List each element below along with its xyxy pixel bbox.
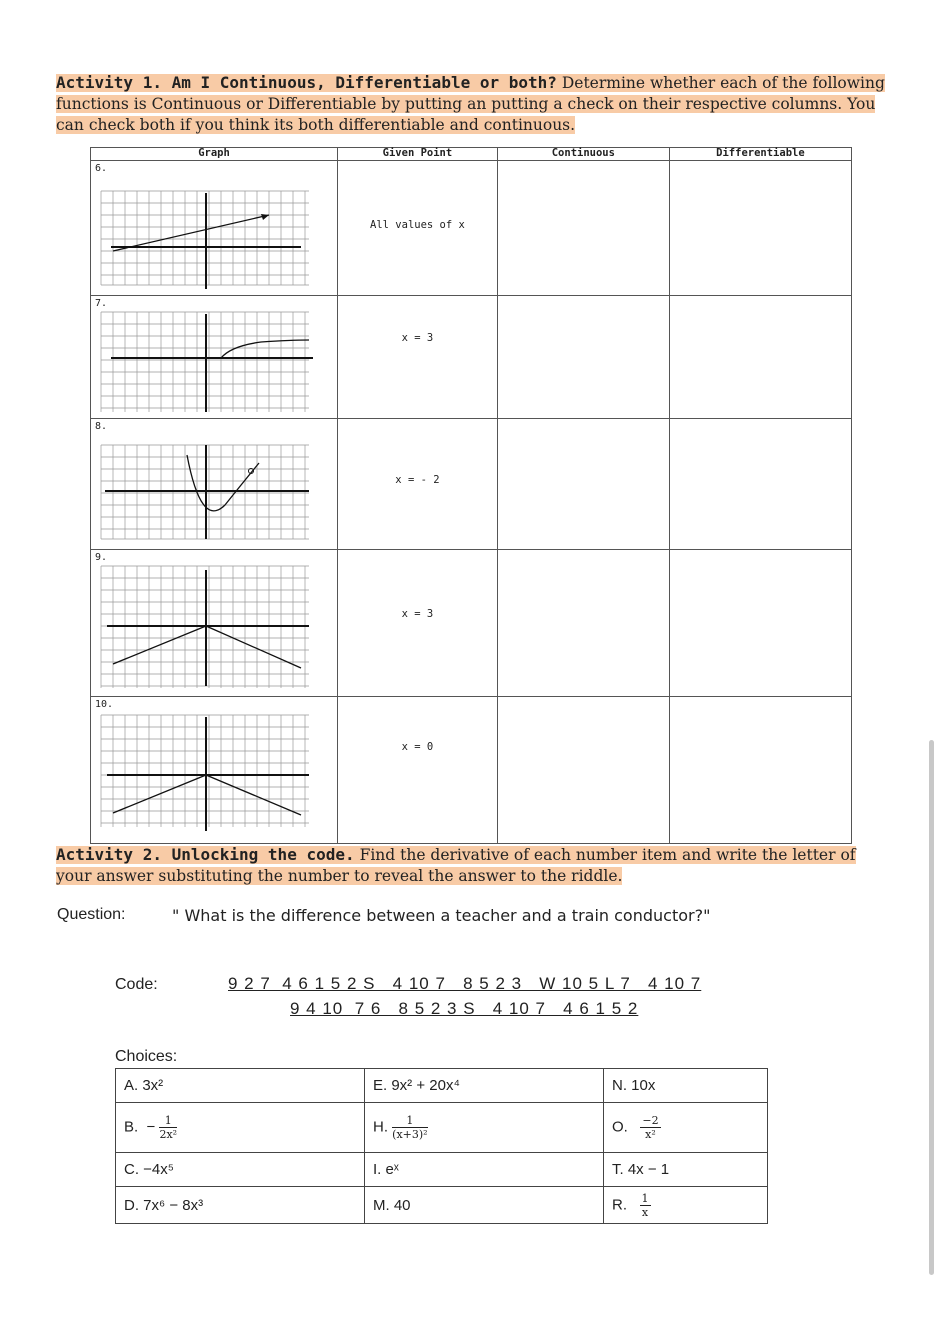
choice-a: A. 3x² [116, 1069, 365, 1103]
choice-r-den: x [641, 1205, 649, 1219]
given-point-cell [338, 697, 498, 844]
header-differentiable: Differentiable [669, 148, 851, 161]
given-point: x = 3 [401, 608, 434, 620]
question-label: Question: [57, 906, 126, 923]
continuous-cell[interactable] [497, 419, 669, 550]
given-point: x = - 2 [395, 474, 440, 486]
choice-r-letter: R. [612, 1195, 627, 1213]
graph-cell [91, 697, 338, 844]
choice-h-letter: H. [373, 1118, 388, 1136]
choice-o [604, 1103, 768, 1153]
graph-cell [91, 296, 338, 419]
given-point-cell [338, 296, 498, 419]
choice-r-num: 1 [641, 1191, 649, 1205]
given-point-cell [338, 419, 498, 550]
code-label: Code: [115, 976, 158, 993]
differentiable-cell[interactable] [669, 697, 851, 844]
choice-t: T. 4x − 1 [604, 1153, 768, 1187]
choice-e: E. 9x² + 20x⁴ [365, 1069, 604, 1103]
choice-b-letter: B. [124, 1118, 139, 1136]
given-point: All values of x [370, 219, 465, 231]
choice-h [365, 1103, 604, 1153]
activity2 [56, 844, 894, 887]
graph-cell [91, 419, 338, 550]
graph-8 [91, 419, 337, 545]
choice-r [604, 1187, 768, 1224]
continuous-cell[interactable] [497, 296, 669, 419]
graph-9 [91, 550, 337, 692]
code-line-1: 9 2 7 4 6 1 5 2 S 4 10 7 8 5 2 3 W 10 5 L 7 4 10 7 [228, 974, 702, 993]
table-row [91, 550, 852, 697]
activity1-table [90, 147, 852, 844]
activity1-title: Activity 1. Am I Continuous, Differentiable or both? [56, 73, 557, 92]
choice-o-letter: O. [612, 1118, 628, 1136]
given-point: x = 0 [401, 741, 434, 753]
differentiable-cell[interactable] [669, 296, 851, 419]
graph-cell [91, 161, 338, 296]
activity2-title: Activity 2. Unlocking the code. [56, 845, 355, 864]
row-number: 10. [95, 699, 114, 710]
code-line-2: 9 4 10 7 6 8 5 2 3 S 4 10 7 4 6 1 5 2 [290, 999, 639, 1018]
row-number: 9. [95, 552, 108, 563]
activity1 [56, 72, 892, 136]
differentiable-cell[interactable] [669, 419, 851, 550]
scrollbar[interactable] [929, 740, 934, 1275]
row-number: 8. [95, 421, 108, 432]
choice-h-den: (x+3)² [392, 1128, 428, 1141]
continuous-cell[interactable] [497, 697, 669, 844]
choices-table [115, 1068, 768, 1224]
given-point: x = 3 [401, 332, 434, 344]
given-point-cell [338, 161, 498, 296]
given-point-cell [338, 550, 498, 697]
choice-h-num: 1 [392, 1114, 427, 1128]
choice-d: D. 7x⁶ − 8x³ [116, 1187, 365, 1224]
row-number: 6. [95, 163, 108, 174]
graph-7 [91, 296, 337, 414]
choice-b-den: 2x² [159, 1128, 178, 1141]
graph-6 [91, 161, 337, 291]
table-row [91, 161, 852, 296]
table-row [91, 296, 852, 419]
question-text: " What is the difference between a teacher and a train conductor?" [172, 906, 711, 925]
differentiable-cell[interactable] [669, 550, 851, 697]
choice-i: I. eˣ [365, 1153, 604, 1187]
choices-label: Choices: [115, 1048, 178, 1065]
differentiable-cell[interactable] [669, 161, 851, 296]
choice-m: M. 40 [365, 1187, 604, 1224]
table-row [91, 419, 852, 550]
header-continuous: Continuous [497, 148, 669, 161]
header-given-point: Given Point [338, 148, 498, 161]
choice-o-num: −2 [642, 1114, 659, 1127]
activity1-instructions: Determine whether each of the following functions is Continuous or Differentiable by putting an putting a check on their respective columns. You can check both if you think its both differentiable and continuous. [56, 74, 885, 134]
activity2-instructions: Find the derivative of each number item and write the letter of your answer substituting the number to reveal the answer to the riddle. [56, 846, 856, 885]
choice-b-num: 1 [159, 1114, 177, 1128]
continuous-cell[interactable] [497, 550, 669, 697]
choice-c: C. −4x⁵ [116, 1153, 365, 1187]
choice-b: B. − $\frac{1}{\text{2x²}}$ [116, 1103, 365, 1153]
choice-o-den: x² [645, 1128, 656, 1141]
header-graph: Graph [91, 148, 338, 161]
row-number: 7. [95, 298, 108, 309]
continuous-cell[interactable] [497, 161, 669, 296]
choice-n: N. 10x [604, 1069, 768, 1103]
table-row [91, 697, 852, 844]
graph-cell [91, 550, 338, 697]
graph-10 [91, 697, 337, 839]
